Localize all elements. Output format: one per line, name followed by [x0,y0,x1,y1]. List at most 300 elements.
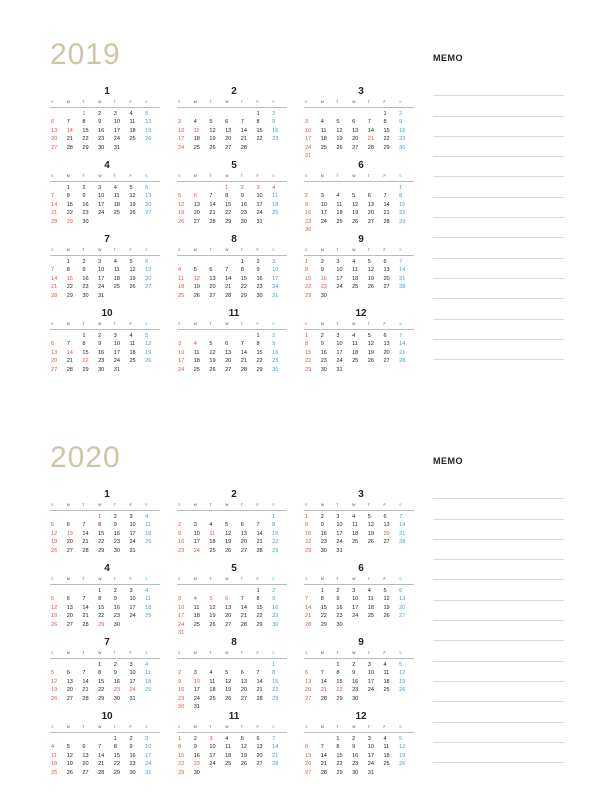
weekday-header [177,649,287,659]
day-cell: 12 [225,530,232,537]
empty-day-cell [50,258,66,266]
day-cell: 3 [209,736,213,742]
weekday-label: S [399,651,402,655]
week-row [304,530,414,538]
day-cell: 3 [178,596,182,603]
weekday-label: W [98,503,102,507]
week-row [50,127,160,135]
weekday-label: W [98,248,102,252]
memo-line [433,117,564,137]
day-cell: 20 [399,604,406,611]
day-cell: 29 [66,292,73,299]
day-cell: 10 [336,341,343,348]
week-row [304,366,414,374]
week-row [304,258,414,266]
day-cell: 15 [256,349,263,356]
day-cell: 18 [352,349,359,356]
day-cell: 19 [145,127,152,134]
weekday-label: S [178,174,181,178]
weekday-label: M [320,174,324,178]
weekday-label: W [352,322,356,326]
day-cell: 3 [336,259,340,265]
weekday-label: F [383,100,386,104]
empty-day-cell [208,661,224,669]
day-cell: 17 [129,604,136,611]
week-row [50,218,160,226]
day-cell: 4 [383,662,387,668]
day-cell: 8 [66,267,70,274]
day-cell: 13 [209,275,216,282]
day-cell: 23 [82,284,89,291]
day-cell: 5 [193,267,197,274]
empty-day-cell [208,587,224,595]
day-cell: 23 [113,613,120,620]
weekday-label: S [51,322,54,326]
day-cell: 12 [193,275,200,282]
day-cell: 28 [256,695,263,702]
day-cell: 31 [145,769,152,776]
day-cell: 19 [129,201,136,208]
day-cell: 14 [320,678,327,685]
day-cell: 17 [98,201,105,208]
empty-day-cell [304,587,320,595]
day-cell: 17 [336,530,343,537]
day-cell: 6 [383,514,387,520]
day-cell: 5 [145,333,149,339]
day-cell: 4 [113,259,117,265]
week-row [50,669,160,677]
week-row [50,604,160,612]
day-cell: 11 [209,678,216,685]
day-cell: 7 [82,522,86,529]
week-row [50,587,160,595]
day-cell: 9 [82,193,86,200]
day-cell: 28 [51,292,58,299]
day-cell: 23 [113,687,120,694]
day-cell: 19 [178,210,185,217]
day-cell: 19 [129,275,136,282]
weekday-label: T [113,577,116,581]
empty-day-cell [224,258,240,266]
day-cell: 23 [178,695,185,702]
day-cell: 14 [399,341,406,348]
day-cell: 27 [51,366,58,373]
week-row [177,218,287,226]
day-cell: 16 [178,687,185,694]
weekday-label: M [193,503,197,507]
weekday-label: F [256,100,259,104]
empty-day-cell [304,661,320,669]
day-cell: 3 [320,193,324,200]
calendar-year-block [0,403,600,803]
weekday-label: T [209,725,212,729]
day-cell: 4 [209,522,213,529]
day-cell: 28 [98,769,105,776]
weekday-label: W [98,577,102,581]
weekday-label: S [145,322,148,326]
day-cell: 14 [240,349,247,356]
day-cell: 16 [320,349,327,356]
day-cell: 4 [272,185,276,191]
day-cell: 25 [113,210,120,217]
day-cell: 3 [98,259,102,265]
week-row [50,735,160,743]
week-row [177,530,287,538]
weekday-header [177,320,287,330]
empty-day-cell [50,110,66,118]
day-cell: 16 [113,530,120,537]
week-row [177,604,287,612]
day-cell: 6 [367,193,371,200]
day-cell: 15 [305,349,312,356]
day-cell: 18 [193,136,200,143]
day-cell: 23 [320,358,327,365]
day-cell: 30 [256,292,263,299]
weekday-label: S [178,503,181,507]
day-cell: 5 [367,333,371,339]
day-cell: 20 [145,275,152,282]
day-cell: 3 [98,185,102,191]
empty-day-cell [335,184,351,192]
day-cell: 31 [113,366,120,373]
day-cell: 16 [305,210,312,217]
week-row [50,135,160,143]
month-title: 4 [104,160,110,171]
weekday-label: S [178,100,181,104]
day-cell: 29 [98,547,105,554]
day-cell: 2 [320,514,324,520]
week-row [50,686,160,694]
day-cell: 10 [336,267,343,274]
weekday-label: S [145,174,148,178]
day-cell: 2 [240,185,244,191]
day-cell: 19 [352,210,359,217]
day-cell: 17 [193,687,200,694]
day-cell: 13 [193,201,200,208]
weekday-header [50,246,160,256]
empty-day-cell [193,661,209,669]
day-cell: 20 [225,358,232,365]
day-cell: 1 [98,514,102,520]
day-cell: 12 [240,744,247,751]
day-cell: 2 [399,111,403,117]
day-cell: 20 [66,613,73,620]
day-cell: 1 [305,259,309,265]
day-cell: 21 [66,358,73,365]
day-cell: 19 [383,604,390,611]
day-cell: 11 [193,349,200,356]
day-cell: 24 [178,621,185,628]
day-cell: 22 [272,539,279,546]
weekday-label: S [305,248,308,252]
day-cell: 30 [320,292,327,299]
day-cell: 30 [98,366,105,373]
day-cell: 23 [399,136,406,143]
week-row [304,340,414,348]
day-cell: 26 [129,284,136,291]
week-row [177,292,287,300]
day-cell: 11 [352,267,358,274]
day-cell: 18 [145,530,152,537]
day-cell: 10 [98,267,105,274]
week-row [177,595,287,603]
day-cell: 2 [113,514,117,520]
empty-day-cell [193,587,209,595]
weekday-header [50,723,160,733]
weekday-label: M [193,100,197,104]
day-cell: 15 [272,530,279,537]
month-8 [177,234,287,300]
day-cell: 7 [272,736,276,742]
weekday-label: T [82,725,85,729]
day-cell: 31 [305,152,312,159]
day-cell: 15 [305,530,312,537]
empty-day-cell [335,110,351,118]
weekday-label: T [336,174,339,178]
day-cell: 13 [51,349,58,356]
day-cell: 29 [98,695,105,702]
weekday-label: W [98,100,102,104]
day-cell: 16 [178,539,185,546]
day-cell: 17 [272,275,279,282]
day-cell: 27 [145,284,152,291]
day-cell: 5 [129,185,133,191]
day-cell: 7 [320,744,324,751]
day-cell: 7 [256,670,260,677]
week-row [177,695,287,703]
day-cell: 11 [383,744,390,751]
weekday-label: W [225,725,229,729]
day-cell: 15 [383,127,390,134]
empty-day-cell [50,184,66,192]
day-cell: 28 [66,366,73,373]
week-row [177,340,287,348]
day-cell: 2 [178,670,182,677]
day-cell: 29 [225,218,232,225]
day-cell: 4 [145,514,149,520]
weekday-label: M [193,577,197,581]
day-cell: 27 [367,218,374,225]
day-cell: 10 [272,267,279,274]
day-cell: 28 [82,695,89,702]
day-cell: 5 [336,119,340,126]
day-cell: 14 [51,201,58,208]
weekday-label: M [66,725,70,729]
weekday-label: F [256,248,259,252]
weekday-label: T [367,651,370,655]
day-cell: 8 [256,341,260,348]
day-cell: 30 [178,703,185,710]
weekday-label: F [129,322,132,326]
day-cell: 8 [305,341,309,348]
day-cell: 24 [98,284,105,291]
month-11 [177,711,287,777]
month-4 [50,160,160,226]
weekday-label: T [82,100,85,104]
day-cell: 7 [367,119,371,126]
day-cell: 6 [82,744,86,751]
day-cell: 29 [399,218,406,225]
week-row [304,201,414,209]
weekday-label: T [82,503,85,507]
day-cell: 4 [367,588,371,594]
weekday-label: T [209,248,212,252]
empty-day-cell [193,513,209,521]
day-cell: 6 [305,744,309,751]
day-cell: 19 [367,530,374,537]
day-cell: 6 [383,259,387,265]
empty-day-cell [320,661,336,669]
day-cell: 12 [399,744,406,751]
week-row [304,283,414,291]
day-cell: 27 [51,144,58,151]
day-cell: 17 [320,210,327,217]
day-cell: 5 [399,662,403,668]
day-cell: 2 [82,185,86,191]
day-cell: 22 [98,687,105,694]
weekday-label: S [178,577,181,581]
day-cell: 12 [352,201,359,208]
day-cell: 13 [352,127,359,134]
week-row [304,612,414,620]
day-cell: 22 [113,761,120,768]
month-8 [177,637,287,711]
day-cell: 19 [51,687,58,694]
weekday-label: M [193,725,197,729]
day-cell: 28 [82,621,89,628]
day-cell: 18 [129,349,136,356]
weekday-label: W [352,577,356,581]
day-cell: 14 [272,744,279,751]
day-cell: 22 [336,761,343,768]
day-cell: 8 [272,522,276,529]
day-cell: 24 [129,687,136,694]
day-cell: 22 [82,358,89,365]
day-cell: 6 [193,193,197,200]
day-cell: 4 [352,514,356,520]
week-row [304,292,414,300]
day-cell: 15 [178,752,185,759]
day-cell: 17 [209,752,216,759]
day-cell: 11 [145,670,151,677]
day-cell: 12 [51,678,58,685]
day-cell: 24 [352,613,359,620]
day-cell: 28 [209,218,216,225]
day-cell: 5 [129,259,133,265]
day-cell: 26 [193,292,200,299]
week-row [177,587,287,595]
weekday-label: W [98,322,102,326]
day-cell: 16 [399,127,406,134]
weekday-label: T [367,100,370,104]
day-cell: 26 [145,358,152,365]
day-cell: 3 [178,341,182,348]
day-cell: 28 [383,218,390,225]
day-cell: 30 [399,144,406,151]
day-cell: 11 [178,275,184,282]
day-cell: 5 [399,736,403,742]
weekday-label: W [225,100,229,104]
week-row [177,769,287,777]
day-cell: 19 [399,752,406,759]
day-cell: 22 [336,687,343,694]
week-row [304,669,414,677]
day-cell: 26 [352,218,359,225]
day-cell: 21 [82,539,89,546]
day-cell: 17 [129,678,136,685]
empty-day-cell [224,513,240,521]
weekday-label: W [225,174,229,178]
weekday-label: T [82,174,85,178]
day-cell: 11 [145,596,151,603]
day-cell: 7 [66,341,70,348]
month-6 [304,160,414,234]
weekday-label: F [383,503,386,507]
day-cell: 31 [256,218,263,225]
day-cell: 17 [145,752,152,759]
weekday-label: S [399,100,402,104]
weekday-label: S [178,725,181,729]
day-cell: 10 [145,744,152,751]
week-row [304,266,414,274]
day-cell: 12 [209,127,216,134]
weekday-label: S [51,503,54,507]
day-cell: 24 [336,358,343,365]
week-row [304,184,414,192]
day-cell: 26 [367,539,374,546]
weekday-label: T [336,100,339,104]
week-row [304,127,414,135]
weekday-label: S [305,100,308,104]
empty-day-cell [177,332,193,340]
day-cell: 22 [256,358,263,365]
day-cell: 14 [240,604,247,611]
month-7 [50,234,160,300]
day-cell: 3 [129,662,133,668]
day-cell: 2 [320,259,324,265]
day-cell: 6 [209,267,213,274]
day-cell: 6 [66,670,70,677]
day-cell: 5 [51,596,55,603]
day-cell: 5 [66,744,70,751]
day-cell: 18 [129,127,136,134]
empty-day-cell [81,661,97,669]
day-cell: 5 [178,193,182,200]
day-cell: 3 [129,514,133,520]
memo-line [433,723,564,743]
day-cell: 19 [209,613,216,620]
day-cell: 5 [209,341,213,348]
day-cell: 26 [225,695,232,702]
weekday-label: M [66,503,70,507]
day-cell: 27 [305,769,312,776]
day-cell: 13 [66,678,73,685]
day-cell: 3 [178,119,182,126]
day-cell: 5 [367,514,371,520]
day-cell: 25 [145,539,152,546]
week-row [304,118,414,126]
day-cell: 29 [66,218,73,225]
day-cell: 28 [240,366,247,373]
day-cell: 27 [66,695,73,702]
day-cell: 24 [336,539,343,546]
weekday-header [304,575,414,585]
day-cell: 16 [320,530,327,537]
day-cell: 28 [399,358,406,365]
week-row [304,661,414,669]
day-cell: 10 [129,522,136,529]
day-cell: 17 [352,604,359,611]
